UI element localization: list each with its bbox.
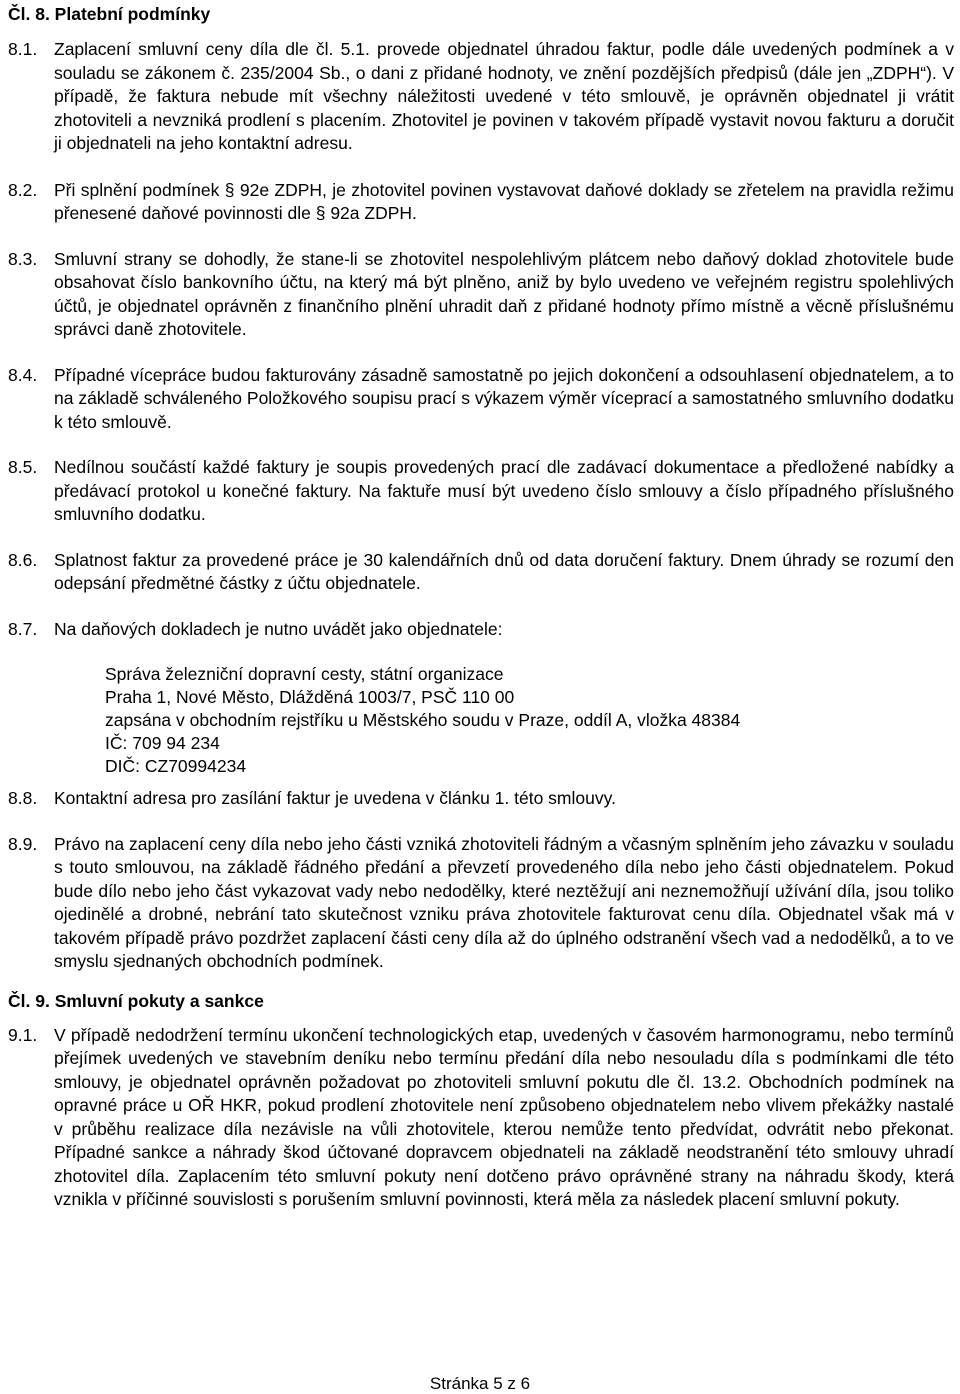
clause-number: 8.2. xyxy=(8,179,38,200)
clause-text: Splatnost faktur za provedené práce je 30 kalendářních dnů od data doručení faktury. Dnem úhrady se rozumí den odepsání předmětné částky z účtu objednatele. xyxy=(54,549,954,593)
section-8-heading: Čl. 8. Platební podmínky xyxy=(8,4,211,24)
clause-8-7 xyxy=(8,618,954,642)
clause-text: V případě nedodržení termínu ukončení technologických etap, uvedených v časovém harmonogramu, nebo termínů přejímek uvedených ve stavebním deníku nebo termínu předání díla nebo nesouladu díla s podmínkami dle této smlouvy, je objednatel oprávněn požadovat po zhotoviteli smluvní pokutu dle čl. 13.2. Obchodních podmínek na opravné práce u OŘ HKR, pokud prodlení zhotovitele není způsobeno objednatelem nebo vlivem překážky nastalé v průběhu realizace díla nezávisle na vůli zhotovitele, kterou nemůže tento předvídat, odvrátit nebo překonat. Případné sankce a náhrady škod účtované dopravcem objednateli na základě neodstranění této smlouvy uhradí zhotovitel díla. Zaplacením této smluvní pokuty není dotčeno právo oprávněné strany na náhradu škody, která vznikla v příčinné souvislosti s porušením smluvní povinnosti, která měla za následek placení smluvní pokuty. xyxy=(54,1024,954,1209)
clause-number: 8.3. xyxy=(8,248,38,269)
address-line-company: Správa železniční dopravní cesty, státní organizace xyxy=(105,664,504,684)
clause-number: 8.8. xyxy=(8,788,38,808)
clause-number: 8.7. xyxy=(8,618,38,639)
clause-8-4 xyxy=(8,364,954,435)
address-line-dic: DIČ: CZ70994234 xyxy=(105,756,247,776)
clause-number: 8.4. xyxy=(8,364,38,385)
clause-text: Kontaktní adresa pro zasílání faktur je uvedena v článku 1. této smlouvy. xyxy=(54,788,616,808)
clause-8-8 xyxy=(8,787,954,811)
section-9-title: Smluvní pokuty a sankce xyxy=(54,990,264,1011)
clause-text: Při splnění podmínek § 92e ZDPH, je zhotovitel povinen vystavovat daňové doklady se zřetelem na pravidla režimu přenesené daňové povinnosti dle § 92a ZDPH. xyxy=(54,179,954,223)
clause-9-1 xyxy=(8,1024,954,1212)
clause-number: 8.6. xyxy=(8,549,38,570)
clause-number: 8.9. xyxy=(8,833,38,854)
clause-text: Případné vícepráce budou fakturovány zásadně samostatně po jejich dokončení a odsouhlasení objednatelem, a to na základě schváleného Položkového soupisu prací s výkazem výměr víceprací a samostatného smluvního dodatku k této smlouvě. xyxy=(54,364,954,432)
clause-text: Zaplacení smluvní ceny díla dle čl. 5.1. provede objednatel úhradou faktur, podle dále uvedených podmínek a v souladu se zákonem č. 235/2004 Sb., o dani z přidané hodnoty, ve znění pozdějších předpisů (dále jen „ZDPH“). V případě, že faktura nebude mít všechny náležitosti uvedené v této smlouvě, je oprávněn objednatel ji vrátit zhotoviteli a nevzniká prodlení s placením. Zhotovitel je povinen v takovém případě vystavit novou fakturu a doručit ji objednateli na jeho kontaktní adresu. xyxy=(54,39,954,153)
clause-number: 9.1. xyxy=(8,1024,38,1045)
section-9-heading xyxy=(8,989,954,1014)
clause-8-6 xyxy=(8,549,954,596)
clause-8-2 xyxy=(8,179,954,226)
clause-number: 8.1. xyxy=(8,39,38,59)
address-line-ic: IČ: 709 94 234 xyxy=(105,733,220,753)
clause-8-9 xyxy=(8,833,954,974)
clause-text: Na daňových dokladech je nutno uvádět jako objednatele: xyxy=(54,618,503,639)
page-footer: Stránka 5 z 6 xyxy=(429,1374,531,1393)
clause-8-1 xyxy=(8,38,954,156)
section-9-number: Čl. 9. xyxy=(8,990,50,1011)
document-page xyxy=(8,0,954,1394)
clause-text: Právo na zaplacení ceny díla nebo jeho části vzniká zhotoviteli řádným a včasným splněním jeho závazku v souladu s touto smlouvou, na základě řádného předání a převzetí provedeného díla nebo jeho části objednatelem. Pokud bude dílo nebo jeho část vykazovat vady nebo nedodělky, které neztěžují ani neznemožňují užívání díla, jsou toliko ojedinělé a drobné, nebrání tato skutečnost vzniku práva zhotovitele fakturovat cenu díla. Objednatel však má v takovém případě právo pozdržet zaplacení části ceny díla až do úplného odstranění všech vad a nedodělků, a to ve smyslu sjednaných obchodních podmínek. xyxy=(54,833,954,971)
clause-8-3 xyxy=(8,248,954,342)
clause-8-5 xyxy=(8,456,954,527)
clause-text: Smluvní strany se dohodly, že stane-li se zhotovitel nespolehlivým plátcem nebo daňový doklad zhotovitele bude obsahovat číslo bankovního účtu, na který má být plněno, aniž by bylo uvedeno ve veřejném registru spolehlivých účtů, je objednatel oprávněn z finančního plnění uhradit daň z přidané hodnoty přímo místně a věcně příslušnému správci daně zhotovitele. xyxy=(54,248,954,339)
address-line-street: Praha 1, Nové Město, Dlážděná 1003/7, PSČ 110 00 xyxy=(105,687,515,707)
address-line-register: zapsána v obchodním rejstříku u Městského soudu v Praze, oddíl A, vložka 48384 xyxy=(105,710,741,730)
clause-text: Nedílnou součástí každé faktury je soupis provedených prací dle zadávací dokumentace a předložené nabídky a předávací protokol u konečné faktury. Na faktuře musí být uvedeno číslo smlouvy a číslo případného příslušného smluvního dodatku. xyxy=(54,457,954,524)
invoice-address-block xyxy=(105,663,954,778)
clause-number: 8.5. xyxy=(8,457,38,477)
